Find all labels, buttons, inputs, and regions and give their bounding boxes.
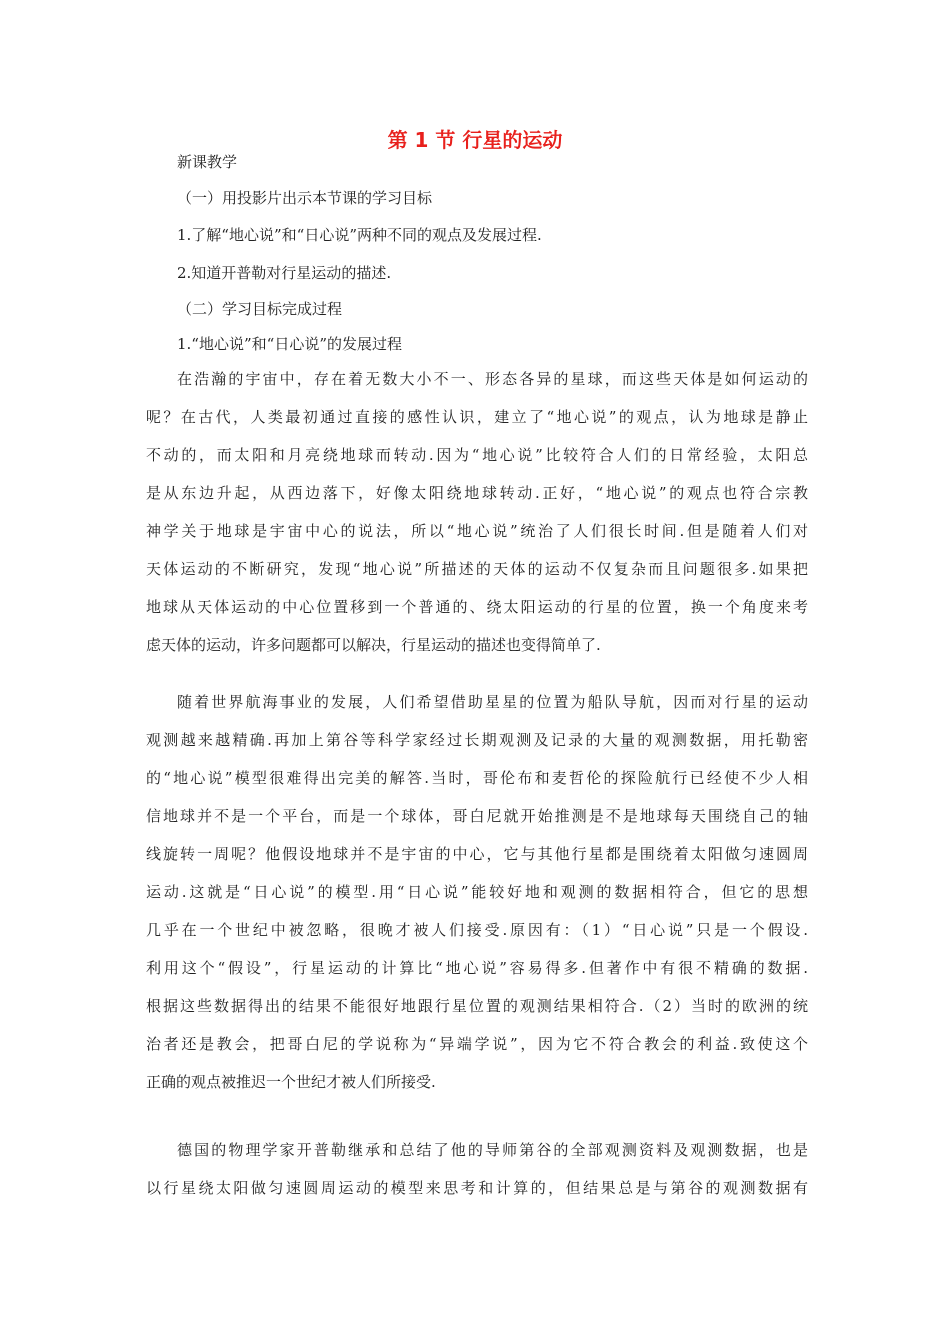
document-title: 第 1 节 行星的运动 <box>387 128 563 152</box>
paragraph-line: 几乎在一个世纪中被忽略，很晚才被人们接受.原因有：（1）“日心说”只是一个假设. <box>146 921 808 939</box>
paragraph-line: 运动.这就是“日心说”的模型.用“日心说”能较好地和观测的数据相符合，但它的思想 <box>146 883 808 901</box>
list-item: （二）学习目标完成过程 <box>177 300 343 318</box>
paragraph-line: 治者还是教会，把哥白尼的学说称为“异端学说”，因为它不符合教会的利益.致使这个 <box>146 1035 808 1053</box>
paragraph-line: 不动的，而太阳和月亮绕地球而转动.因为“地心说”比较符合人们的日常经验，太阳总 <box>146 446 808 464</box>
paragraph-line: 是从东边升起，从西边落下，好像太阳绕地球转动.正好，“地心说”的观点也符合宗教 <box>146 484 808 502</box>
list-item: （一）用投影片出示本节课的学习目标 <box>177 189 433 207</box>
list-item: 2.知道开普勒对行星运动的描述. <box>177 264 392 282</box>
paragraph-2 <box>146 683 808 1101</box>
paragraph-line: 随着世界航海事业的发展，人们希望借助星星的位置为船队导航，因而对行星的运动 <box>177 693 808 711</box>
paragraph-line: 利用这个“假设”，行星运动的计算比“地心说”容易得多.但著作中有很不精确的数据. <box>146 959 808 977</box>
list-item: 1.“地心说”和“日心说”的发展过程 <box>177 335 402 353</box>
paragraph-line: 地球从天体运动的中心位置移到一个普通的、绕太阳运动的行星的位置，换一个角度来考 <box>146 598 808 616</box>
paragraph-line: 神学关于地球是宇宙中心的说法，所以“地心说”统治了人们很长时间.但是随着人们对 <box>146 522 808 540</box>
paragraph-line: 信地球并不是一个平台，而是一个球体，哥白尼就开始推测是不是地球每天围绕自己的轴 <box>146 807 808 825</box>
paragraph-line: 根据这些数据得出的结果不能很好地跟行星位置的观测结果相符合.（2）当时的欧洲的统 <box>146 997 808 1015</box>
paragraph-3 <box>146 1131 808 1207</box>
paragraph-line: 线旋转一周呢？他假设地球并不是宇宙的中心，它与其他行星都是围绕着太阳做匀速圆周 <box>146 845 808 863</box>
paragraph-line: 正确的观点被推迟一个世纪才被人们所接受. <box>146 1073 436 1091</box>
paragraph-line: 观测越来越精确.再加上第谷等科学家经过长期观测及记录的大量的观测数据，用托勒密 <box>146 731 808 749</box>
paragraph-line: 德国的物理学家开普勒继承和总结了他的导师第谷的全部观测资料及观测数据，也是 <box>177 1141 808 1159</box>
paragraph-line: 的“地心说”模型很难得出完美的解答.当时，哥伦布和麦哲伦的探险航行已经使不少人相 <box>146 769 808 787</box>
section-heading: 新课教学 <box>177 153 238 171</box>
paragraph-line: 天体运动的不断研究，发现“地心说”所描述的天体的运动不仅复杂而且问题很多.如果把 <box>146 560 808 578</box>
list-item: 1.了解“地心说”和“日心说”两种不同的观点及发展过程. <box>177 226 542 244</box>
paragraph-line: 呢？在古代，人类最初通过直接的感性认识，建立了“地心说”的观点，认为地球是静止 <box>146 408 808 426</box>
paragraph-line: 在浩瀚的宇宙中，存在着无数大小不一、形态各异的星球，而这些天体是如何运动的 <box>177 370 808 388</box>
paragraph-line: 以行星绕太阳做匀速圆周运动的模型来思考和计算的，但结果总是与第谷的观测数据有 <box>146 1179 808 1197</box>
paragraph-line: 虑天体的运动，许多问题都可以解决，行星运动的描述也变得简单了. <box>146 636 601 654</box>
paragraph-1 <box>146 360 808 664</box>
